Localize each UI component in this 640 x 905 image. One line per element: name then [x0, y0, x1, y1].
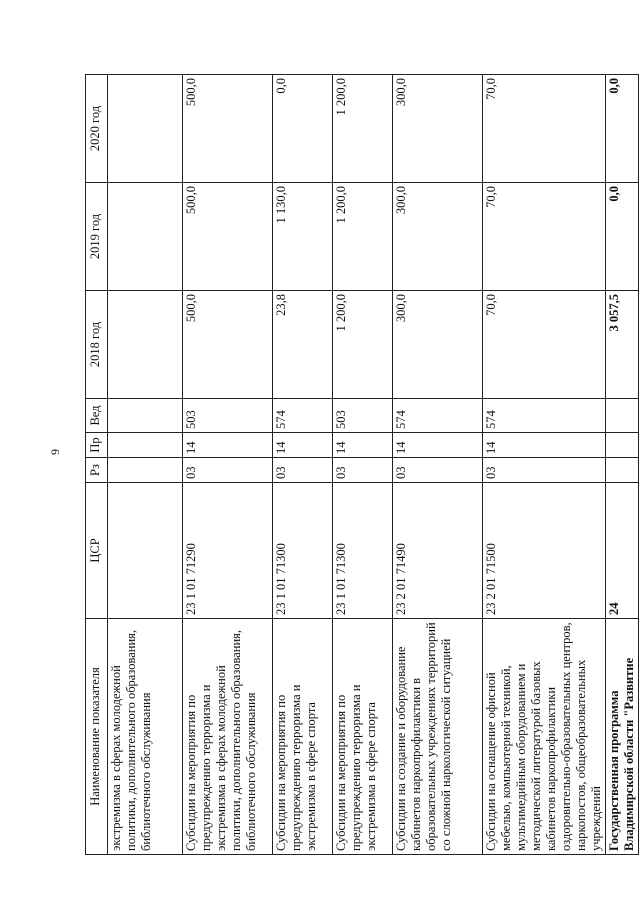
cell-2018 — [108, 291, 183, 399]
header-2018: 2018 год — [86, 291, 108, 399]
cell-ved: 503 — [333, 399, 393, 433]
cell-csr: 23 1 01 71300 — [333, 483, 393, 619]
cell-name: Субсидии на мероприятия по предупреждению терроризма и экстремизма в сфере спорта — [273, 619, 333, 855]
cell-csr: 23 1 01 71290 — [183, 483, 273, 619]
header-row — [86, 75, 108, 855]
cell-name: экстремизма в сферах молодежной политики, дополнительного образования, библиотечного обслуживания — [108, 619, 183, 855]
header-csr: ЦСР — [86, 483, 108, 619]
cell-csr: 23 2 01 71500 — [483, 483, 606, 619]
cell-rz — [606, 458, 639, 483]
cell-ved: 574 — [483, 399, 606, 433]
cell-rz: 03 — [393, 458, 483, 483]
cell-csr: 23 2 01 71490 — [393, 483, 483, 619]
budget-table — [85, 74, 639, 855]
cell-rz: 03 — [483, 458, 606, 483]
table-row — [108, 75, 183, 855]
cell-2018: 300,0 — [393, 291, 483, 399]
table-row — [273, 75, 333, 855]
cell-pr: 14 — [333, 433, 393, 458]
cell-2020 — [108, 75, 183, 183]
header-2020: 2020 год — [86, 75, 108, 183]
cell-csr: 24 — [606, 483, 639, 619]
cell-name: Субсидии на мероприятия по предупреждению терроризма и экстремизма в сфере спорта — [333, 619, 393, 855]
cell-2018: 500,0 — [183, 291, 273, 399]
cell-csr: 23 1 01 71300 — [273, 483, 333, 619]
cell-pr: 14 — [393, 433, 483, 458]
cell-name: Субсидии на создание и оборудование кабинетов наркопрофилактики в образовательных учреждениях территорий со сложной наркологической ситуацией — [393, 619, 483, 855]
table-row — [606, 75, 639, 855]
header-ved: Вед — [86, 399, 108, 433]
rotated-table-container — [85, 75, 636, 855]
cell-2018: 3 057,5 — [606, 291, 639, 399]
cell-2019: 70,0 — [483, 183, 606, 291]
cell-ved — [108, 399, 183, 433]
header-pr: Пр — [86, 433, 108, 458]
cell-ved: 503 — [183, 399, 273, 433]
table-row — [483, 75, 606, 855]
cell-rz: 03 — [183, 458, 273, 483]
cell-2020: 1 200,0 — [333, 75, 393, 183]
cell-2020: 70,0 — [483, 75, 606, 183]
cell-name: Субсидии на оснащение офисной мебелью, компьютерной техникой, мультимедийным оборудованием и методической литературой базовых кабинетов наркопрофилактики оздоровительно-образовательных центров, наркопостов, общеобразовательных учреждений — [483, 619, 606, 855]
cell-2019: 1 130,0 — [273, 183, 333, 291]
cell-name: Государственная программа Владимирской области "Развитие — [606, 619, 639, 855]
cell-pr: 14 — [273, 433, 333, 458]
cell-2018: 1 200,0 — [333, 291, 393, 399]
table-row — [393, 75, 483, 855]
cell-2018: 23,8 — [273, 291, 333, 399]
cell-2020: 0,0 — [606, 75, 639, 183]
header-name: Наименование показателя — [86, 619, 108, 855]
cell-ved: 574 — [393, 399, 483, 433]
cell-rz — [108, 458, 183, 483]
cell-2019 — [108, 183, 183, 291]
table-row — [333, 75, 393, 855]
table-row — [183, 75, 273, 855]
cell-pr: 14 — [183, 433, 273, 458]
cell-pr: 14 — [483, 433, 606, 458]
cell-2019: 0,0 — [606, 183, 639, 291]
cell-ved — [606, 399, 639, 433]
cell-rz: 03 — [333, 458, 393, 483]
cell-pr — [606, 433, 639, 458]
cell-2020: 300,0 — [393, 75, 483, 183]
page-number: 9 — [48, 449, 62, 455]
header-2019: 2019 год — [86, 183, 108, 291]
cell-2018: 70,0 — [483, 291, 606, 399]
cell-rz: 03 — [273, 458, 333, 483]
cell-2019: 300,0 — [393, 183, 483, 291]
header-rz: Рз — [86, 458, 108, 483]
cell-2019: 500,0 — [183, 183, 273, 291]
cell-2020: 0,0 — [273, 75, 333, 183]
cell-ved: 574 — [273, 399, 333, 433]
cell-2020: 500,0 — [183, 75, 273, 183]
cell-csr — [108, 483, 183, 619]
cell-2019: 1 200,0 — [333, 183, 393, 291]
cell-name: Субсидии на мероприятия по предупреждению терроризма и экстремизма в сферах молодежной политики, дополнительного образования, библиотечного обслуживания — [183, 619, 273, 855]
cell-pr — [108, 433, 183, 458]
